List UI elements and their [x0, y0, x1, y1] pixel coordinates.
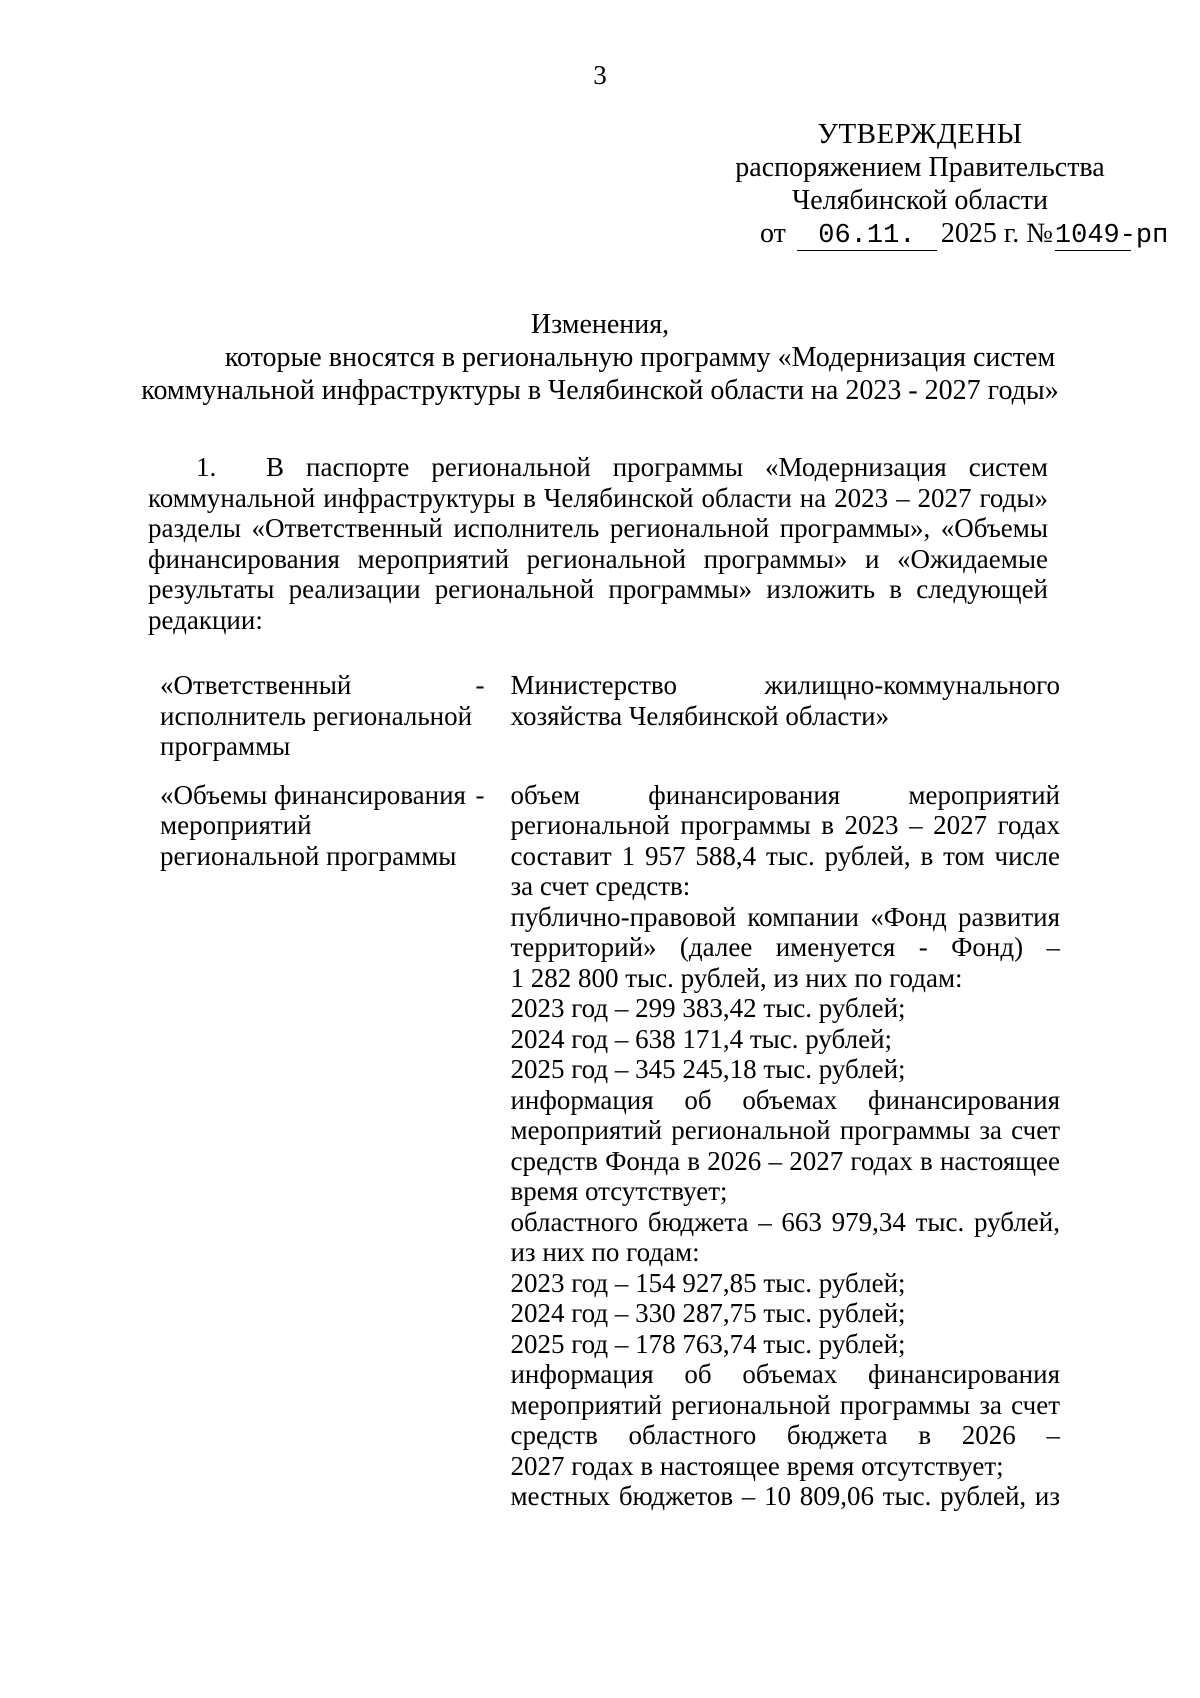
passport-row-responsible [160, 670, 1060, 762]
changes-subtitle-line-2: коммунальной инфраструктуры в Челябинской области на 2023 - 2027 годы» [141, 375, 1059, 406]
passport-row-financing [160, 780, 1060, 1512]
value-line: средств областного бюджета в 2026 – [510, 1420, 1060, 1450]
approval-number: 1049-рп [1054, 221, 1169, 251]
value-line: информация об объемах финансирования [510, 1084, 1060, 1115]
label-line: мероприятий [160, 810, 312, 840]
value-line: публично-правовой компании «Фонд развития [510, 901, 1060, 932]
paragraph-line: финансирования мероприятий региональной программы» и «Ожидаемые [148, 543, 1048, 574]
approval-date: 06.11. [797, 222, 937, 251]
value-line: областного бюджета – 663 979,34 тыс. рублей, [510, 1206, 1060, 1237]
passport-row-label [160, 780, 492, 1512]
label-line: исполнитель региональной [160, 700, 473, 731]
label-dash: - [475, 670, 485, 700]
passport-row-value [492, 670, 1060, 762]
approval-line-2: Челябинской области [792, 185, 1048, 216]
passport-table [160, 670, 1060, 1530]
label-line: «Объемы финансирования [160, 779, 466, 810]
value-line: 2027 годах в настоящее время отсутствует; [510, 1450, 1004, 1481]
value-line: 2024 год – 638 171,4 тыс. рублей; [510, 1023, 893, 1054]
approval-line-1: распоряжением Правительства [735, 152, 1105, 183]
value-line: 2025 год – 178 763,74 тыс. рублей; [510, 1328, 906, 1359]
passport-row-value [492, 780, 1060, 1512]
value-line: региональной программы в 2023 – 2027 годах [510, 810, 1060, 840]
value-line: из них по годам: [510, 1237, 700, 1267]
paragraph-line: коммунальной инфраструктуры в Челябинской области на 2023 – 2027 годы» [148, 482, 1048, 513]
value-line: объем финансирования мероприятий [510, 779, 1060, 810]
value-line: хозяйства Челябинской области» [510, 700, 890, 731]
label-line: региональной программы [160, 840, 457, 871]
value-line: 2024 год – 330 287,75 тыс. рублей; [510, 1298, 906, 1328]
value-line: 2023 год – 299 383,42 тыс. рублей; [510, 993, 906, 1023]
approval-year: 2025 г. № [940, 218, 1053, 249]
value-line: составит 1 957 588,4 тыс. рублей, в том числе [510, 840, 1060, 871]
value-line: информация об объемах финансирования [510, 1359, 1060, 1389]
label-dash: - [475, 779, 485, 810]
value-line: 1 282 800 тыс. рублей, из них по годам: [510, 962, 963, 993]
value-line: местных бюджетов – 10 809,06 тыс. рублей, из [510, 1481, 1060, 1511]
changes-heading: Изменения, [530, 309, 670, 340]
paragraph-line-text: В паспорте региональной программы «Модернизация систем [266, 452, 1048, 482]
approval-block [700, 118, 1169, 251]
approval-date-prefix: от [760, 218, 786, 249]
paragraph-line: результаты реализации региональной программы» изложить в следующей [148, 574, 1048, 604]
passport-row-label [160, 670, 492, 762]
value-line: территорий» (далее именуется - Фонд) – [510, 932, 1060, 962]
value-line: мероприятий региональной программы за счет [510, 1389, 1060, 1420]
changes-subtitle-line-1: которые вносятся в региональную программу «Модернизация систем [224, 342, 1056, 373]
value-line: Министерство жилищно-коммунального [510, 670, 1060, 700]
page-number: 3 [593, 60, 607, 90]
paragraph-line: редакции: [148, 604, 263, 635]
paragraph-line [148, 452, 1048, 483]
approval-title: УТВЕРЖДЕНЫ [817, 118, 1023, 150]
value-line: средств Фонда в 2026 – 2027 годах в настоящее [510, 1145, 1060, 1176]
label-line: программы [160, 731, 291, 761]
value-line: 2023 год – 154 927,85 тыс. рублей; [510, 1267, 906, 1298]
paragraph-number: 1. [196, 452, 217, 482]
value-line: мероприятий региональной программы за счет [510, 1115, 1060, 1145]
paragraph-line: разделы «Ответственный исполнитель региональной программы», «Объемы [148, 513, 1048, 543]
changes-heading-block [140, 308, 1060, 407]
value-line: время отсутствует; [510, 1176, 728, 1206]
value-line: за счет средств: [510, 871, 691, 901]
label-line: «Ответственный [160, 670, 352, 700]
paragraph-1 [148, 452, 1048, 635]
approval-date-row [700, 217, 1169, 251]
value-line: 2025 год – 345 245,18 тыс. рублей; [510, 1054, 906, 1084]
